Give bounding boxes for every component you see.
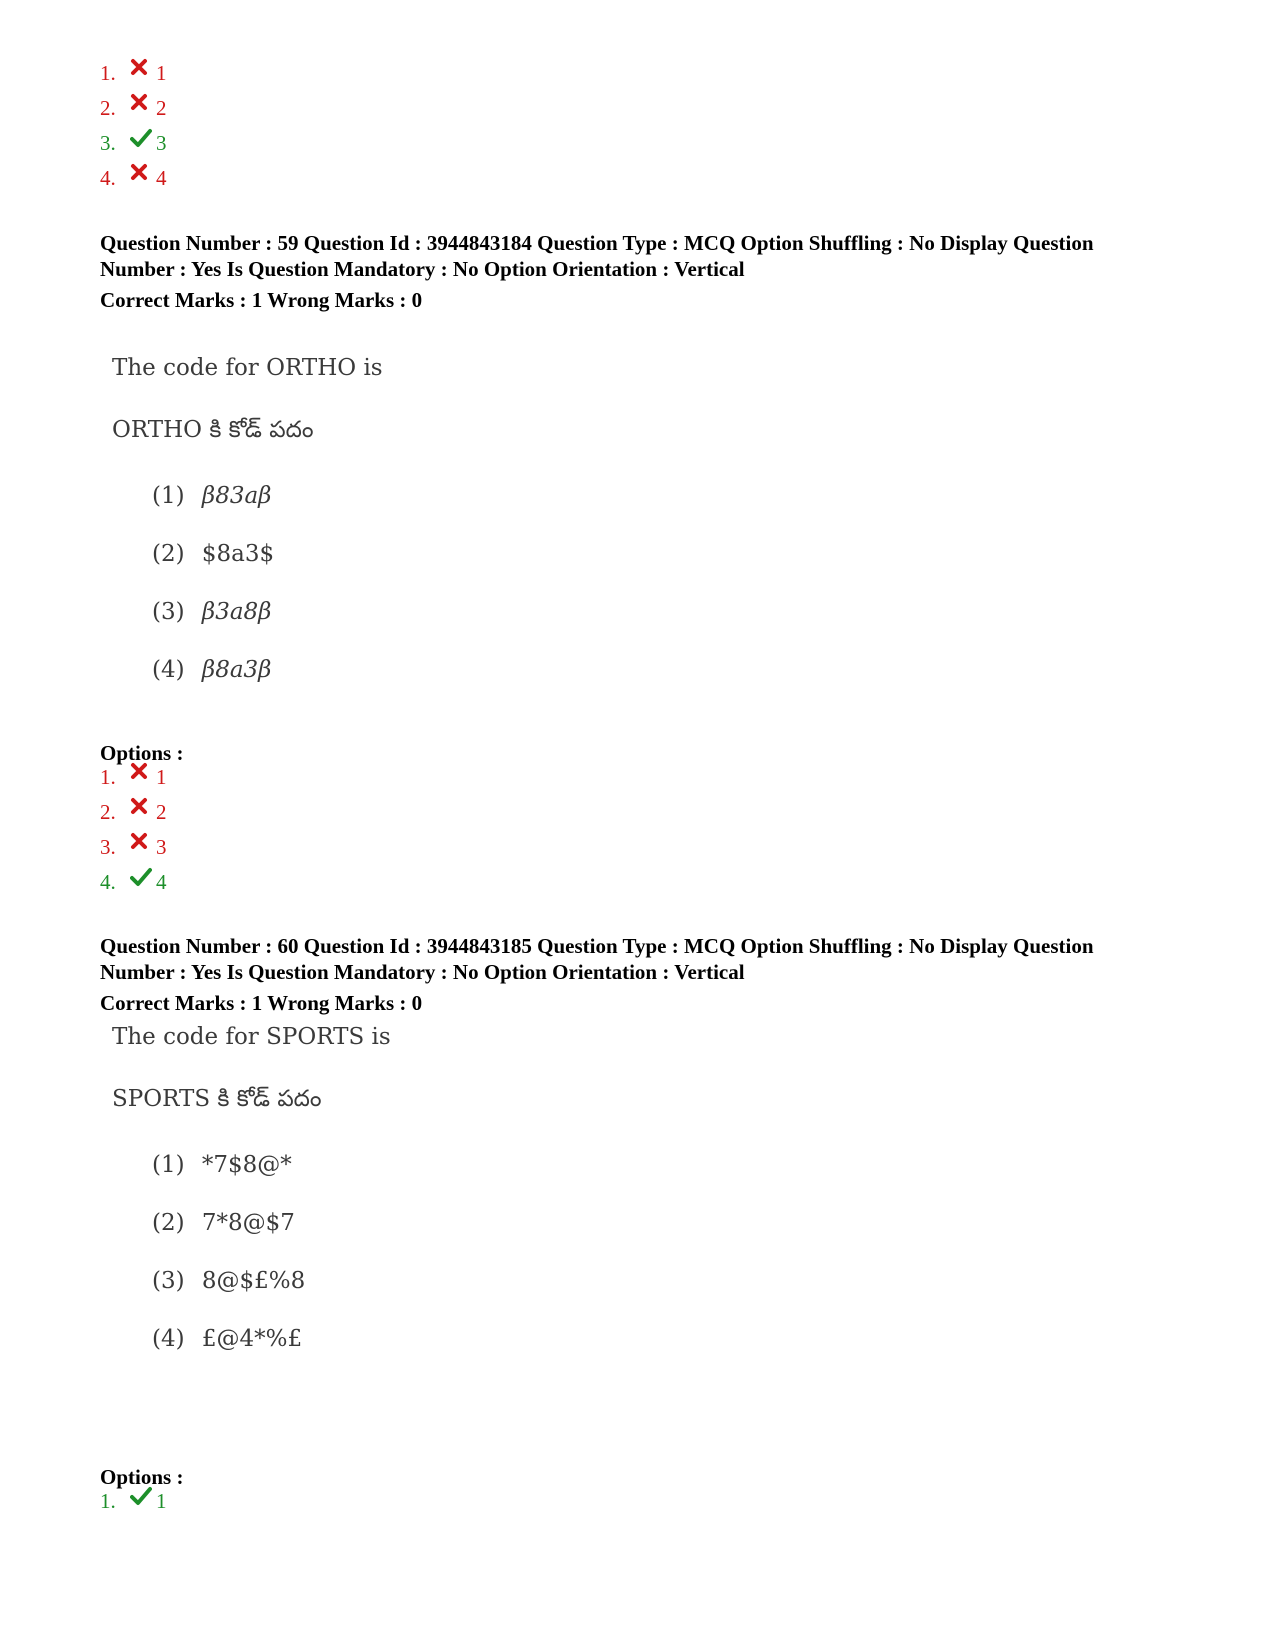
question-59-options <box>100 760 167 900</box>
option-row <box>100 760 167 795</box>
choice-text: £@4*%£ <box>201 1326 303 1352</box>
option-value: 1 <box>156 61 167 85</box>
question-choice <box>152 657 271 683</box>
question-meta-line: Question Number : 59 Question Id : 3944843184 Question Type : MCQ Option Shuffling : No Display Question <box>100 231 1094 255</box>
question-choice <box>152 599 271 625</box>
option-row <box>100 161 167 196</box>
option-number: 1. <box>100 61 116 85</box>
cross-icon <box>130 163 152 183</box>
question-choice <box>152 1268 305 1294</box>
choice-label: (4) <box>152 1326 185 1352</box>
option-number: 3. <box>100 835 116 859</box>
question-choice <box>152 541 274 567</box>
option-value: 3 <box>156 835 167 859</box>
question-meta-line: Question Number : 60 Question Id : 3944843185 Question Type : MCQ Option Shuffling : No Display Question <box>100 934 1094 958</box>
option-row <box>100 795 167 830</box>
question-meta-line: Number : Yes Is Question Mandatory : No Option Orientation : Vertical <box>100 257 745 281</box>
question-choice <box>152 1152 292 1178</box>
choice-label: (3) <box>152 599 185 625</box>
check-icon <box>130 1486 152 1506</box>
choice-label: (2) <box>152 1210 185 1236</box>
option-value: 1 <box>156 1489 167 1513</box>
options-heading: Options : <box>100 1465 184 1489</box>
option-row <box>100 126 167 161</box>
choice-text: β8a3β <box>201 657 272 683</box>
prev-question-options <box>100 56 167 196</box>
cross-icon <box>130 93 152 113</box>
choice-label: (1) <box>152 483 185 509</box>
option-number: 4. <box>100 166 116 190</box>
choice-text: *7$8@* <box>201 1152 292 1178</box>
choice-text: β3a8β <box>201 599 272 625</box>
question-choice <box>152 1210 295 1236</box>
question-marks: Correct Marks : 1 Wrong Marks : 0 <box>100 288 423 312</box>
cross-icon <box>130 58 152 78</box>
check-icon <box>130 867 152 887</box>
cross-icon <box>130 797 152 817</box>
question-text-english: The code for SPORTS is <box>112 1024 391 1050</box>
option-row <box>100 1484 167 1519</box>
question-60-options <box>100 1484 167 1519</box>
choice-label: (3) <box>152 1268 185 1294</box>
option-value: 4 <box>156 870 167 894</box>
choice-text: 7*8@$7 <box>201 1210 295 1236</box>
option-row <box>100 56 167 91</box>
option-value: 2 <box>156 800 167 824</box>
option-number: 4. <box>100 870 116 894</box>
option-value: 3 <box>156 131 167 155</box>
choice-label: (1) <box>152 1152 185 1178</box>
question-choice <box>152 483 271 509</box>
option-row <box>100 830 167 865</box>
choice-text: $8a3$ <box>201 541 275 567</box>
question-text-telugu: SPORTS కి కోడ్ పదం <box>112 1086 322 1112</box>
option-value: 4 <box>156 166 167 190</box>
option-number: 2. <box>100 96 116 120</box>
option-number: 1. <box>100 765 116 789</box>
cross-icon <box>130 832 152 852</box>
choice-text: 8@$£%8 <box>201 1268 306 1294</box>
option-number: 1. <box>100 1489 116 1513</box>
option-number: 2. <box>100 800 116 824</box>
question-60-meta <box>100 933 1200 1016</box>
options-heading: Options : <box>100 741 184 765</box>
choice-label: (2) <box>152 541 185 567</box>
choice-text: β83aβ <box>201 483 272 509</box>
question-text-telugu: ORTHO కి కోడ్ పదం <box>112 417 314 443</box>
option-value: 2 <box>156 96 167 120</box>
option-value: 1 <box>156 765 167 789</box>
check-icon <box>130 128 152 148</box>
question-marks: Correct Marks : 1 Wrong Marks : 0 <box>100 991 423 1015</box>
option-row <box>100 865 167 900</box>
choice-label: (4) <box>152 657 185 683</box>
question-59-meta <box>100 230 1200 313</box>
cross-icon <box>130 762 152 782</box>
question-meta-line: Number : Yes Is Question Mandatory : No Option Orientation : Vertical <box>100 960 745 984</box>
option-number: 3. <box>100 131 116 155</box>
option-row <box>100 91 167 126</box>
question-choice <box>152 1326 302 1352</box>
question-text-english: The code for ORTHO is <box>112 355 383 381</box>
